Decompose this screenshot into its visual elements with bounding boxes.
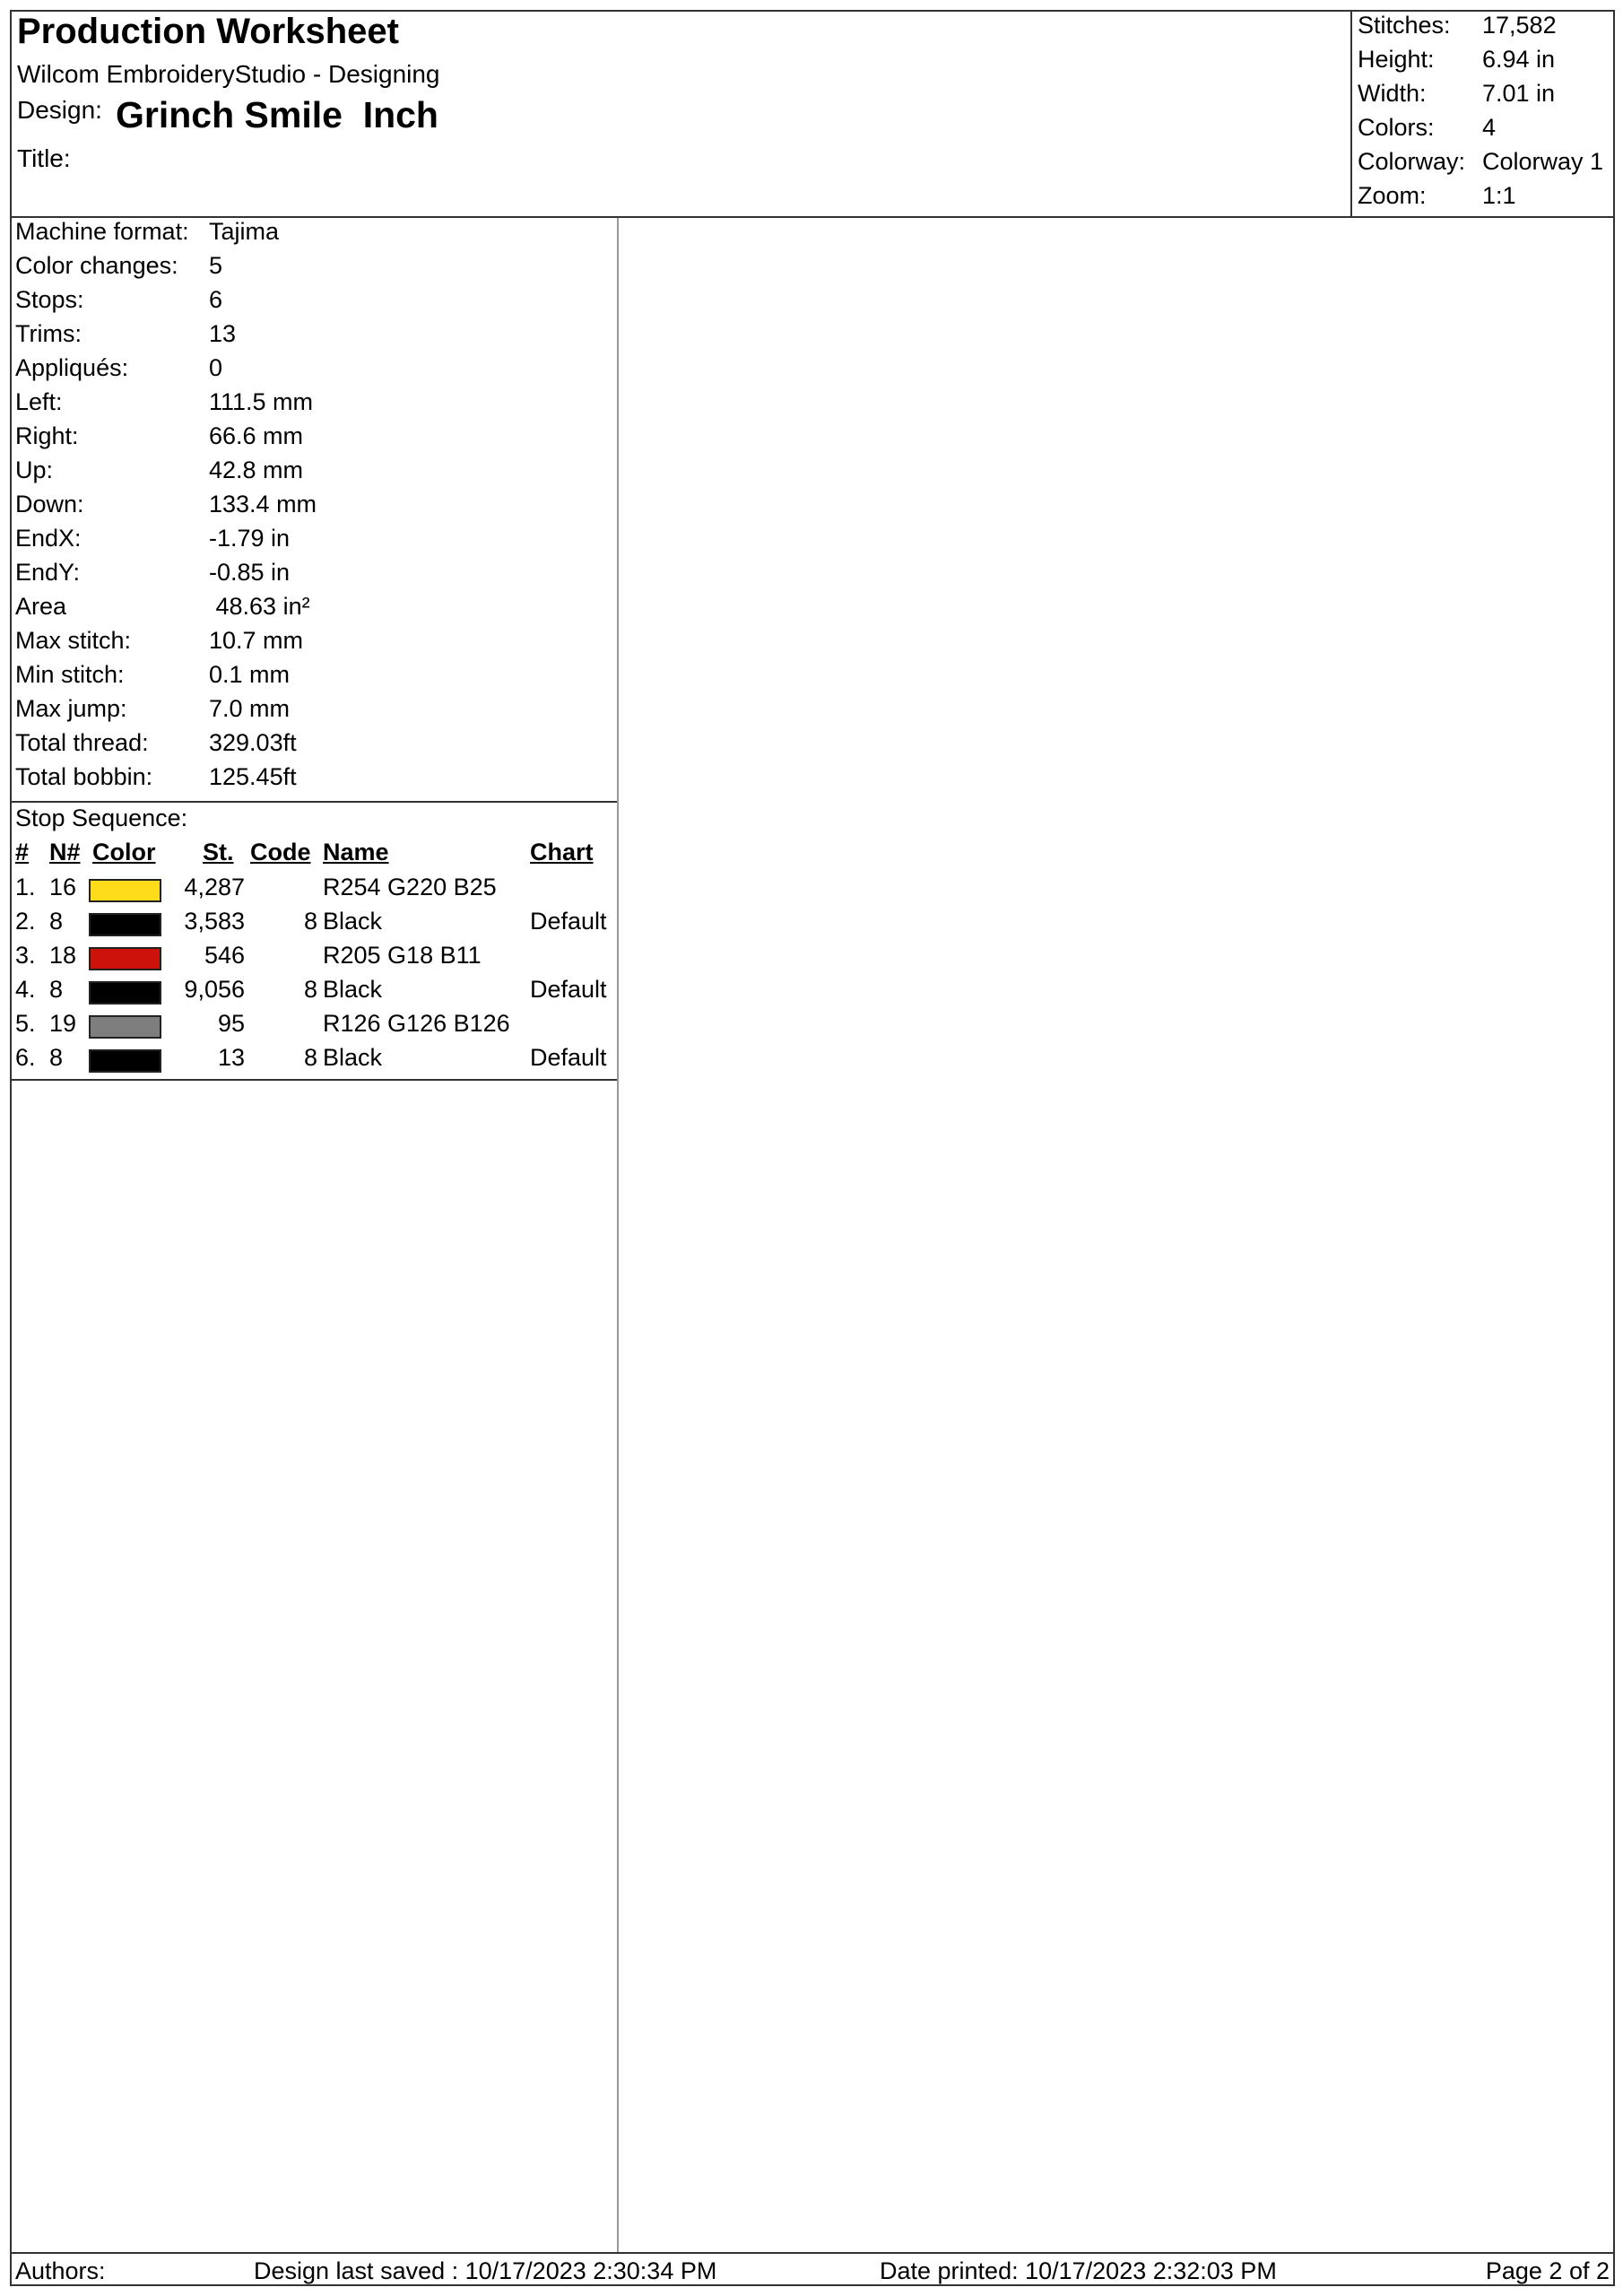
stat-value: 17,582 — [1482, 12, 1557, 39]
info-value: 0 — [209, 354, 223, 381]
table-row — [10, 1010, 617, 1044]
row-chart: Default — [530, 1044, 607, 1071]
row-needle: 19 — [49, 1010, 77, 1037]
footer-authors: Authors: — [15, 2257, 106, 2284]
row-code: 8 — [303, 908, 317, 935]
info-value: 48.63 in² — [209, 593, 310, 620]
table-row — [10, 942, 617, 976]
col-header-needle: N# — [49, 839, 81, 865]
info-value: 66.6 mm — [209, 422, 304, 449]
info-value: 0.1 mm — [209, 661, 291, 688]
stop-sequence-label: Stop Sequence: — [15, 804, 188, 831]
row-num: 2. — [15, 908, 36, 935]
row-num: 1. — [15, 874, 36, 900]
table-row — [10, 1044, 617, 1078]
row-stitches: 3,583 — [184, 908, 245, 935]
row-stitches: 9,056 — [184, 976, 245, 1003]
info-value: 42.8 mm — [209, 457, 304, 483]
color-swatch — [89, 947, 161, 970]
row-needle: 8 — [49, 976, 64, 1003]
info-label: Total thread: — [15, 729, 149, 756]
design-label: Design: — [17, 96, 102, 124]
info-label: Right: — [15, 422, 79, 449]
row-code: 8 — [303, 976, 317, 1003]
info-label: Total bobbin: — [15, 763, 153, 790]
row-stitches: 4,287 — [184, 874, 245, 900]
color-swatch — [89, 1049, 161, 1073]
stat-value: 1:1 — [1482, 182, 1516, 209]
info-label: Color changes: — [15, 252, 178, 279]
stat-value: Colorway 1 — [1482, 148, 1604, 175]
row-name: R205 G18 B11 — [323, 942, 482, 969]
info-value: -1.79 in — [209, 525, 291, 552]
stat-label: Height: — [1358, 46, 1435, 73]
details-column — [10, 218, 619, 2252]
info-value: 111.5 mm — [209, 388, 314, 415]
stat-value: 4 — [1482, 114, 1497, 141]
row-needle: 8 — [49, 908, 64, 935]
info-label: EndX: — [15, 525, 82, 552]
row-name: R254 G220 B25 — [323, 874, 497, 900]
stat-label: Zoom: — [1358, 182, 1427, 209]
info-value: 125.45ft — [209, 763, 297, 790]
info-value: 10.7 mm — [209, 627, 304, 654]
table-row — [10, 874, 617, 908]
design-name: Grinch Smile Inch — [116, 94, 438, 135]
stat-label: Colorway: — [1358, 148, 1466, 175]
info-value: 13 — [209, 320, 237, 347]
color-swatch — [89, 913, 161, 936]
color-swatch — [89, 1015, 161, 1039]
info-value: Tajima — [209, 218, 280, 245]
info-label: EndY: — [15, 559, 81, 586]
row-code: 8 — [303, 1044, 317, 1071]
info-label: Appliqués: — [15, 354, 129, 381]
col-header-chart: Chart — [530, 839, 594, 865]
info-label: Up: — [15, 457, 54, 483]
row-name: Black — [323, 1044, 383, 1071]
machine-info-table — [10, 218, 617, 803]
info-value: 7.0 mm — [209, 695, 291, 722]
info-label: Trims: — [15, 320, 82, 347]
col-header-stitches: St. — [203, 839, 234, 865]
info-value: 5 — [209, 252, 223, 279]
row-name: R126 G126 B126 — [323, 1010, 510, 1037]
row-stitches: 13 — [217, 1044, 245, 1071]
worksheet-footer — [10, 2252, 1615, 2286]
page-title: Production Worksheet — [17, 12, 399, 51]
info-label: Min stitch: — [15, 661, 125, 688]
row-name: Black — [323, 908, 383, 935]
info-label: Area — [15, 593, 67, 620]
row-chart: Default — [530, 976, 607, 1003]
info-value: 329.03ft — [209, 729, 297, 756]
app-name: Wilcom EmbroideryStudio - Designing — [17, 60, 440, 88]
col-header-color: Color — [92, 839, 156, 865]
stat-value: 6.94 in — [1482, 46, 1556, 73]
color-swatch — [89, 879, 161, 902]
info-value: 6 — [209, 286, 223, 313]
col-header-name: Name — [323, 839, 389, 865]
stat-label: Width: — [1358, 80, 1427, 107]
stat-value: 7.01 in — [1482, 80, 1556, 107]
row-needle: 8 — [49, 1044, 64, 1071]
footer-last-saved: Design last saved : 10/17/2023 2:30:34 PM — [254, 2257, 717, 2284]
stop-sequence-table — [10, 803, 617, 1081]
row-num: 3. — [15, 942, 36, 969]
stats-panel — [1350, 10, 1615, 216]
row-num: 5. — [15, 1010, 36, 1037]
footer-date-printed: Date printed: 10/17/2023 2:32:03 PM — [880, 2257, 1277, 2284]
info-value: 133.4 mm — [209, 491, 317, 517]
stat-label: Stitches: — [1358, 12, 1451, 39]
row-name: Black — [323, 976, 383, 1003]
table-row — [10, 908, 617, 942]
row-num: 4. — [15, 976, 36, 1003]
info-label: Stops: — [15, 286, 84, 313]
info-label: Left: — [15, 388, 63, 415]
col-header-code: Code — [250, 839, 311, 865]
row-needle: 16 — [49, 874, 77, 900]
title-label: Title: — [17, 144, 71, 172]
info-label: Down: — [15, 491, 84, 517]
stat-label: Colors: — [1358, 114, 1435, 141]
color-swatch — [89, 981, 161, 1004]
row-stitches: 95 — [217, 1010, 245, 1037]
row-needle: 18 — [49, 942, 77, 969]
info-label: Max jump: — [15, 695, 127, 722]
info-label: Max stitch: — [15, 627, 132, 654]
info-label: Machine format: — [15, 218, 189, 245]
worksheet-header — [10, 10, 1615, 218]
row-chart: Default — [530, 908, 607, 935]
row-num: 6. — [15, 1044, 36, 1071]
info-value: -0.85 in — [209, 559, 291, 586]
col-header-num: # — [15, 839, 30, 865]
table-row — [10, 976, 617, 1010]
footer-page-number: Page 2 of 2 — [1485, 2257, 1610, 2284]
row-stitches: 546 — [204, 942, 245, 969]
